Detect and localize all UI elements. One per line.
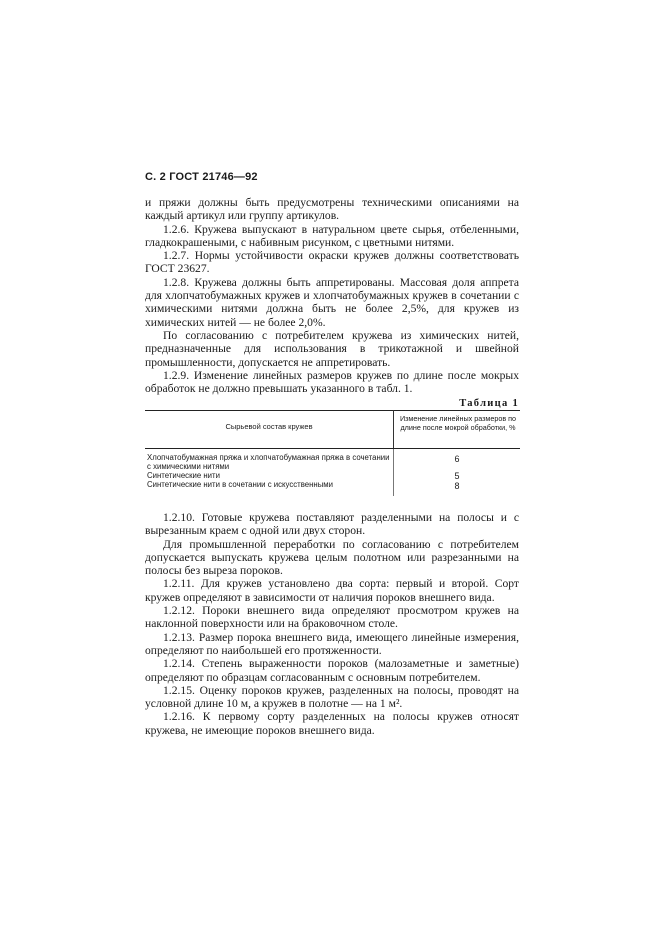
table-row-label: Синтетические нити в сочетании с искусственными [147, 480, 334, 489]
paragraph: 1.2.12. Пороки внешнего вида определяют просмотром кружев на наклонной поверхности или на браковочном столе. [145, 604, 519, 631]
paragraph: 1.2.6. Кружева выпускают в натуральном цвете сырья, отбеленными, гладкокрашеными, с набивным рисунком, с цветными нитями. [145, 222, 519, 249]
data-table [145, 410, 520, 496]
paragraph: 1.2.15. Оценку пороков кружев, разделенных на полосы, проводят на условной длине 10 м, а кружев в полотне — на 1 м². [145, 683, 519, 711]
table-row-value: 5 [454, 471, 460, 481]
paragraph: 1.2.16. К первому сорту разделенных на полосы кружев относят кружева, не имеющие пороков внешнего вида. [145, 710, 519, 737]
paragraph: Для промышленной переработки по согласованию с потребителем допускается выпускать кружева целым полотном или разрезанными на полосы без выреза пороков. [145, 537, 519, 578]
paragraph: 1.2.13. Размер порока внешнего вида, имеющего линейные измерения, определяют по наибольшей его протяженности. [145, 630, 519, 657]
table-row-label: Хлопчатобумажная пряжа и хлопчатобумажная пряжа в сочетании с химическими нитями [147, 453, 390, 471]
table-header-divider [393, 410, 394, 448]
paragraph: 1.2.14. Степень выраженности пороков (малозаметные и заметные) определяют по образцам согласованным с основным потребителем. [145, 657, 519, 684]
paragraph: По согласованию с потребителем кружева из химических нитей, предназначенные для использования в трикотажной и швейной промышленности, допускается не аппретировать. [145, 328, 519, 369]
paragraph: 1.2.9. Изменение линейных размеров кружев по длине после мокрых обработок не должно превышать указанного в табл. 1. [145, 368, 519, 396]
table-header-rule [145, 448, 520, 449]
text-block-lower [145, 511, 519, 737]
page-header: С. 2 ГОСТ 21746—92 [145, 171, 258, 183]
paragraph: 1.2.7. Нормы устойчивости окраски кружев должны соответствовать ГОСТ 23627. [145, 249, 519, 276]
paragraph: 1.2.11. Для кружев установлено два сорта: первый и второй. Сорт кружев определяют в зависимости от наличия пороков внешнего вида. [145, 577, 519, 604]
table-body-divider [393, 448, 394, 496]
table-caption: Таблица 1 [459, 398, 519, 409]
table-header-change: Изменение линейных размеров по длине после мокрой обработки, % [399, 414, 517, 432]
text-block-upper [145, 196, 519, 395]
table-row-value: 6 [454, 454, 460, 464]
paragraph: 1.2.8. Кружева должны быть аппретированы. Массовая доля аппрета для хлопчатобумажных кружев и хлопчатобумажных кружев в сочетании с химическими нитями должна быть не более 2,5%, для кружев из химических нитей — не более 2,0%. [145, 275, 519, 329]
table-top-rule [145, 410, 520, 411]
table-header-composition: Сырьевой состав кружев [225, 422, 313, 431]
paragraph: и пряжи должны быть предусмотрены техническими описаниями на каждый артикул или группу артикулов. [145, 196, 519, 223]
table-row-label: Синтетические нити [147, 471, 220, 480]
paragraph: 1.2.10. Готовые кружева поставляют разделенными на полосы и с вырезанным краем с одной или двух сторон. [145, 511, 519, 538]
table-row-value: 8 [454, 481, 460, 491]
